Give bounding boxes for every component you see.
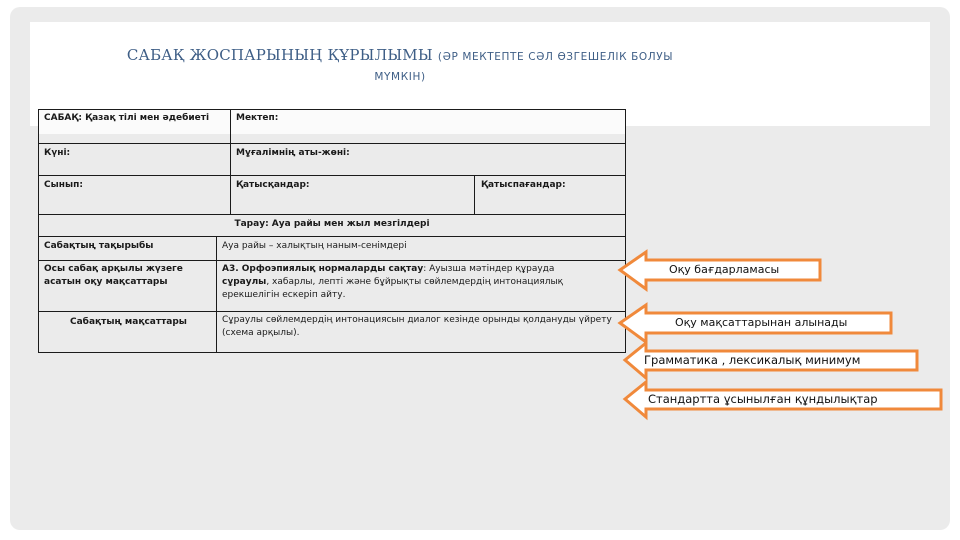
table-line: [230, 109, 231, 214]
cell-learning-objectives-value: [222, 263, 622, 302]
table-line: [474, 175, 475, 214]
cell-learning-objectives-label: Осы сабақ арқылы жүзеге асатын оқу мақсаттары: [44, 264, 183, 287]
cell-topic-value: Ауа райы – халықтың наным-сенімдері: [222, 241, 407, 251]
cell-absent: Қатыспағандар:: [481, 180, 566, 190]
cell-present: Қатысқандар:: [236, 180, 310, 190]
arrow-label: Оқу мақсаттарынан алынады: [675, 316, 848, 329]
objective-code: А3. Орфоэпиялық нормаларды сақтау: [222, 264, 424, 274]
cell-lesson-goals-value: Сұраулы сөйлемдердің интонациясын диалог кезінде орынды қолдануды үйрету (схема арқылы).: [222, 315, 612, 338]
arrow-label: Оқу бағдарламасы: [669, 263, 780, 276]
arrow-callout-grammar: [624, 342, 921, 380]
title-subtitle: (ӘР МЕКТЕПТЕ СӘЛ ӨЗГЕШЕЛІК БОЛУЫ: [437, 51, 674, 63]
objective-text: : Ауызша мәтіндер құрауда: [423, 264, 555, 274]
table-line: [38, 175, 626, 176]
table-line: [38, 311, 626, 312]
table-line: [38, 109, 39, 353]
arrow-label: Стандартта ұсынылған құндылықтар: [648, 392, 878, 406]
table-line: [38, 236, 626, 237]
cell-topic-label: Сабақтың тақырыбы: [44, 241, 154, 251]
table-line: [38, 214, 626, 215]
cell-subject: САБАҚ: Қазақ тілі мен әдебиеті: [44, 113, 210, 123]
objective-text: ерекшелігін ескеріп айту.: [222, 290, 346, 300]
arrow-label: Грамматика , лексикалық минимум: [644, 353, 861, 367]
arrow-callout-objectives: [619, 304, 895, 344]
cell-chapter: Тарау: Ауа райы мен жыл мезгілдері: [234, 219, 430, 229]
title-main: САБАҚ ЖОСПАРЫНЫҢ ҚҰРЫЛЫМЫ: [126, 46, 433, 64]
table-line: [38, 143, 626, 144]
table-line: [38, 109, 626, 110]
cell-class: Сынып:: [44, 180, 83, 190]
table-line: [216, 236, 217, 353]
objective-text-bold: сұраулы: [222, 277, 267, 287]
table-line: [38, 260, 626, 261]
arrow-callout-values: [624, 381, 945, 419]
objective-text: , хабарлы, лепті және бұйрықты сөйлемдердің интонациялық: [266, 277, 564, 287]
table-line: [38, 352, 626, 353]
cell-school: Мектеп:: [236, 113, 279, 123]
slide-title: [40, 46, 760, 86]
cell-lesson-goals-label: Сабақтың мақсаттары: [70, 317, 187, 327]
cell-date: Күні:: [44, 148, 71, 158]
cell-teacher-name: Мұғалімнің аты-жөні:: [236, 148, 350, 158]
title-subtitle-line2: МҮМКІН): [374, 71, 426, 83]
arrow-callout-curriculum: [619, 251, 824, 291]
